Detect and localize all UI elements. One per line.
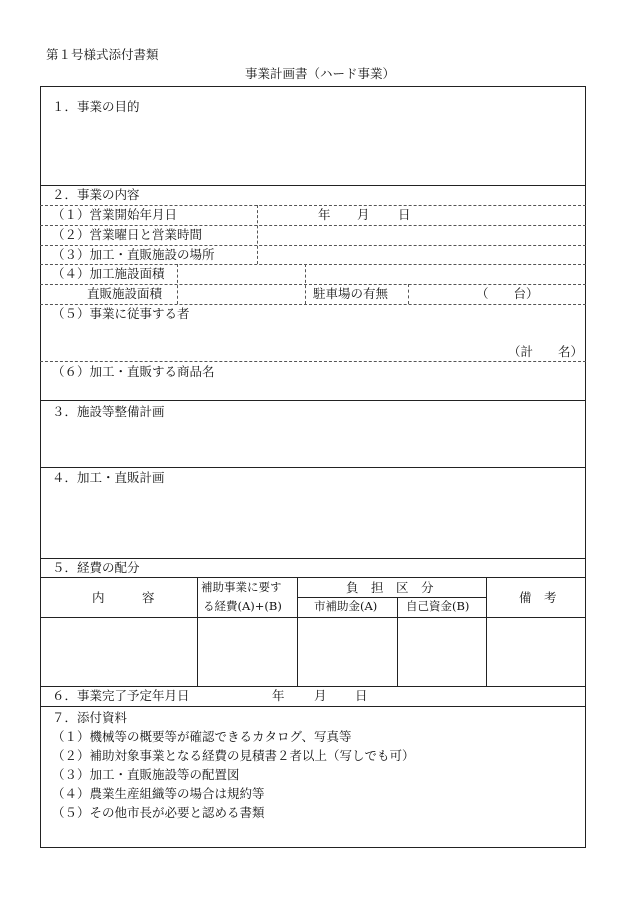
document-title: 事業計画書（ハード事業） (245, 66, 396, 81)
section-7-heading: ７．添付資料 (52, 710, 128, 725)
attachment-item: （１）機械等の概要等が確認できるカタログ、写真等 (52, 729, 352, 744)
start-date-label: （１）営業開始年月日 (52, 207, 178, 222)
business-hours-label: （２）営業曜日と営業時間 (52, 227, 203, 242)
table-col-divider (397, 597, 398, 686)
section-5-heading: ５．経費の配分 (52, 560, 140, 575)
divider (40, 617, 586, 618)
completion-year: 年 (272, 688, 285, 703)
section-2-heading: ２．事業の内容 (52, 187, 140, 202)
col-cost-line1: 補助事業に要す (201, 580, 282, 594)
divider (40, 304, 586, 305)
col-remarks: 備 考 (519, 590, 557, 605)
completion-month: 月 (314, 688, 327, 703)
section-3-heading: ３．施設等整備計画 (52, 404, 165, 419)
divider (257, 205, 258, 264)
divider (40, 185, 586, 186)
divider (177, 264, 178, 304)
completion-day: 日 (355, 688, 368, 703)
facility-location-label: （３）加工・直販施設の場所 (52, 247, 215, 262)
divider (40, 558, 586, 559)
attachment-item: （４）農業生産組織等の場合は規約等 (52, 786, 265, 801)
divider (40, 577, 586, 578)
col-cost-line2: る経費(A)+(B) (203, 599, 282, 613)
divider (40, 284, 586, 285)
col-burden: 負 担 区 分 (346, 580, 434, 595)
processing-area-label: （４）加工施設面積 (52, 266, 165, 281)
divider (40, 245, 586, 246)
start-date-month: 月 (357, 207, 370, 222)
col-own: 自己資金(B) (406, 599, 470, 613)
col-subsidy: 市補助金(A) (314, 599, 378, 613)
sales-area-label: 直販施設面積 (87, 286, 163, 301)
products-label: （６）加工・直販する商品名 (52, 364, 215, 379)
divider (40, 686, 586, 687)
section-6-heading: ６．事業完了予定年月日 (52, 688, 190, 703)
divider (40, 225, 586, 226)
section-1-heading: １．事業の目的 (52, 99, 140, 114)
attachment-item: （２）補助対象事業となる経費の見積書２者以上（写しでも可） (52, 748, 415, 763)
table-col-divider (297, 577, 298, 686)
divider (40, 400, 586, 401)
start-date-year: 年 (318, 207, 331, 222)
divider (40, 706, 586, 707)
divider (40, 264, 586, 265)
divider (40, 361, 586, 362)
parking-count: （ 台） (476, 286, 539, 301)
section-4-heading: ４．加工・直販計画 (52, 470, 165, 485)
parking-label: 駐車場の有無 (313, 286, 389, 301)
form-number: 第１号様式添付書類 (46, 47, 159, 62)
start-date-day: 日 (398, 207, 411, 222)
attachment-item: （５）その他市長が必要と認める書類 (52, 805, 265, 820)
divider (40, 467, 586, 468)
divider (297, 597, 486, 598)
workers-total: （計 名） (508, 344, 584, 359)
table-col-divider (486, 577, 487, 686)
divider (40, 205, 586, 206)
divider (408, 284, 409, 304)
workers-label: （５）事業に従事する者 (52, 306, 190, 321)
attachment-item: （３）加工・直販施設等の配置図 (52, 767, 240, 782)
table-col-divider (197, 577, 198, 686)
col-content: 内 容 (92, 590, 155, 605)
divider (305, 264, 306, 304)
